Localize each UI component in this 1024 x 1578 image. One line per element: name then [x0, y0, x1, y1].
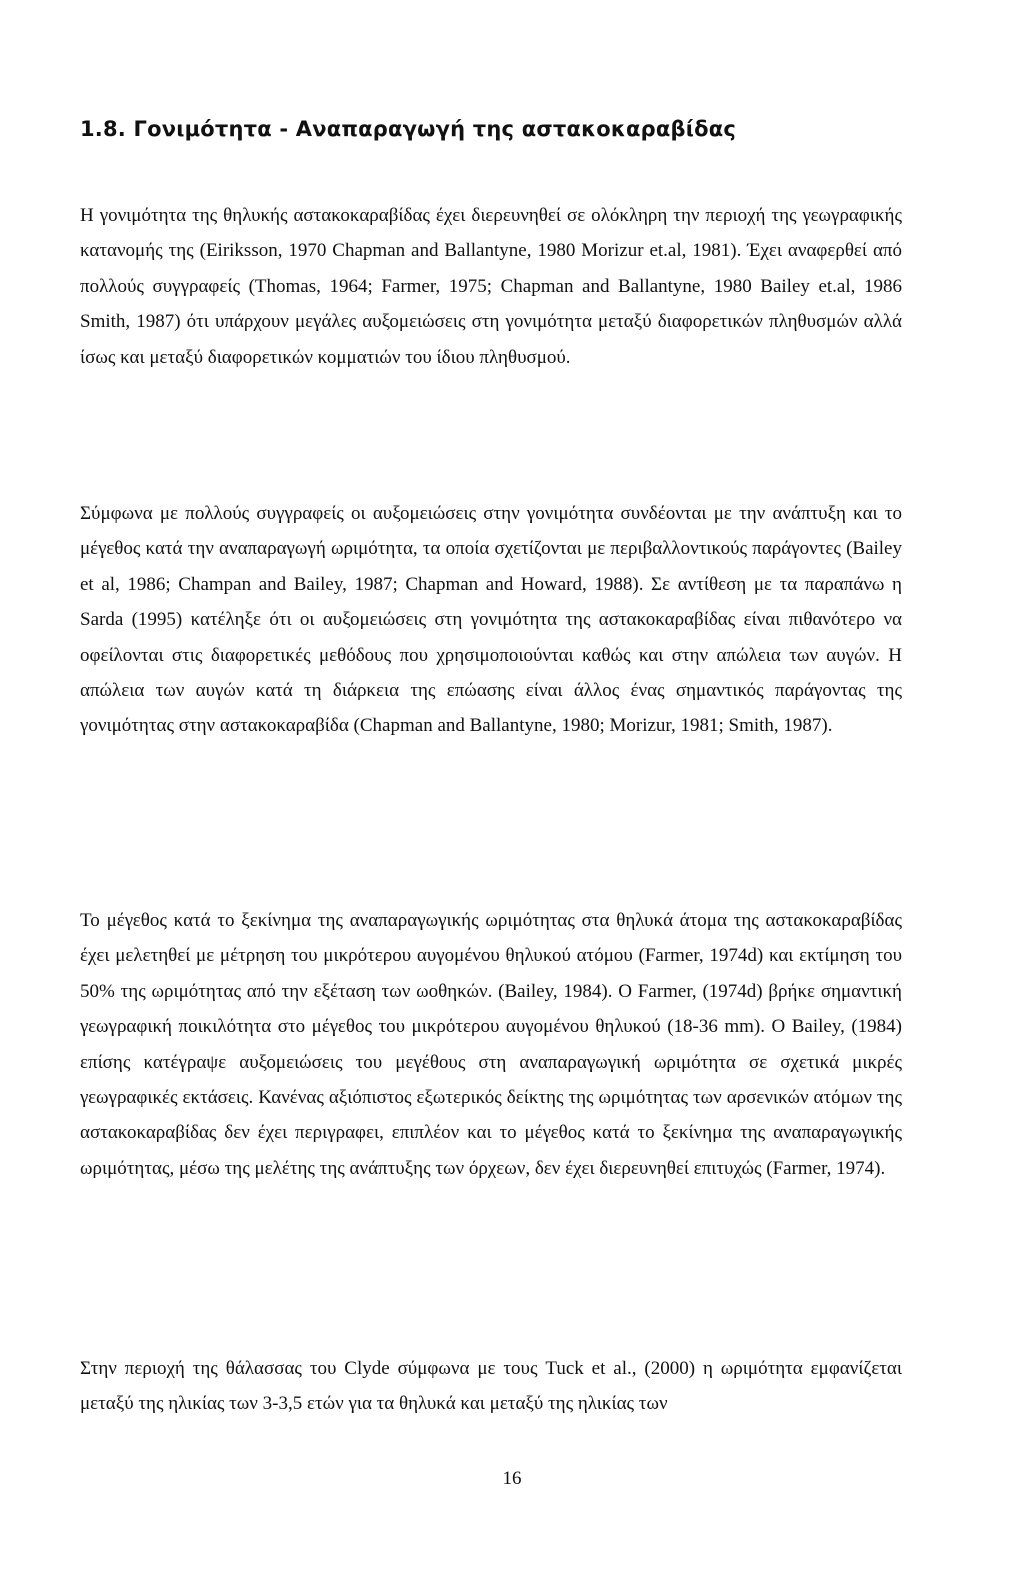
paragraph-environmental-factors: Σύμφωνα με πολλούς συγγραφείς οι αυξομειώσεις στην γονιμότητα συνδέονται με την ανάπτυξη και το μέγεθος κατά την αναπαραγωγή ωριμότητα, τα οποία σχετίζονται με περιβαλλοντικούς παράγοντες (Bailey et al, 1986; Champan and Bailey, 1987; Chapman and Howard, 1988). Σε αντίθεση με τα παραπάνω η Sarda (1995) κατέληξε ότι οι αυξομειώσεις στη γονιμότητα της αστακοκαραβίδας είναι πιθανότερο να οφείλονται στις διαφορετικές μεθόδους που χρησιμοποιούνται καθώς και στην απώλεια των αυγών. Η απώλεια των αυγών κατά τη διάρκεια της επώασης είναι άλλος ένας σημαντικός παράγοντας της γονιμότητας στην αστακοκαραβίδα (Chapman and Ballantyne, 1980; Morizur, 1981; Smith, 1987).: [80, 503, 902, 737]
paragraph-maturity-size: Το μέγεθος κατά το ξεκίνημα της αναπαραγωγικής ωριμότητας στα θηλυκά άτομα της αστακοκαραβίδας έχει μελετηθεί με μέτρηση του μικρότερου αυγομένου θηλυκού ατόμου (Farmer, 1974d) και εκτίμηση του 50% της ωριμότητας από την εξέταση των ωοθηκών. (Bailey, 1984). Ο Farmer, (1974d) βρήκε σημαντική γεωγραφική ποικιλότητα στο μέγεθος του μικρότερου αυγομένου θηλυκού (18-36 mm). Ο Bailey, (1984) επίσης κατέγραψε αυξομειώσεις του μεγέθους στη αναπαραγωγική ωριμότητα σε σχετικά μικρές γεωγραφικές εκτάσεις. Κανένας αξιόπιστος εξωτερικός δείκτης της ωριμότητας των αρσενικών ατόμων της αστακοκαραβίδας δεν έχει περιγραφει, επιπλέον και το μέγεθος κατά το ξεκίνημα της αναπαραγωγικής ωριμότητας, μέσω της μελέτης της ανάπτυξης των όρχεων, δεν έχει διερευνηθεί επιτυχώς (Farmer, 1974).: [80, 910, 902, 1179]
section-heading: 1.8. Γονιμότητα - Αναπαραγωγή της αστακοκαραβίδας: [80, 117, 736, 141]
paragraph-fertility-variation: Η γονιμότητα της θηλυκής αστακοκαραβίδας έχει διερευνηθεί σε ολόκληρη την περιοχή της γεωγραφικής κατανομής της (Eiriksson, 1970 Chapman and Ballantyne, 1980 Morizur et.al, 1981). Έχει αναφερθεί από πολλούς συγγραφείς (Thomas, 1964; Farmer, 1975; Chapman and Ballantyne, 1980 Bailey et.al, 1986 Smith, 1987) ότι υπάρχουν μεγάλες αυξομειώσεις στη γονιμότητα μεταξύ διαφορετικών πληθυσμών αλλά ίσως και μεταξύ διαφορετικών κομματιών του ίδιου πληθυσμού.: [80, 205, 902, 368]
page-number: 16: [502, 1468, 522, 1489]
paragraph-clyde-maturity: Στην περιοχή της θάλασσας του Clyde σύμφωνα με τους Tuck et al., (2000) η ωριμότητα εμφανίζεται μεταξύ της ηλικίας των 3-3,5 ετών για τα θηλυκά και μεταξύ της ηλικίας των: [80, 1358, 902, 1415]
